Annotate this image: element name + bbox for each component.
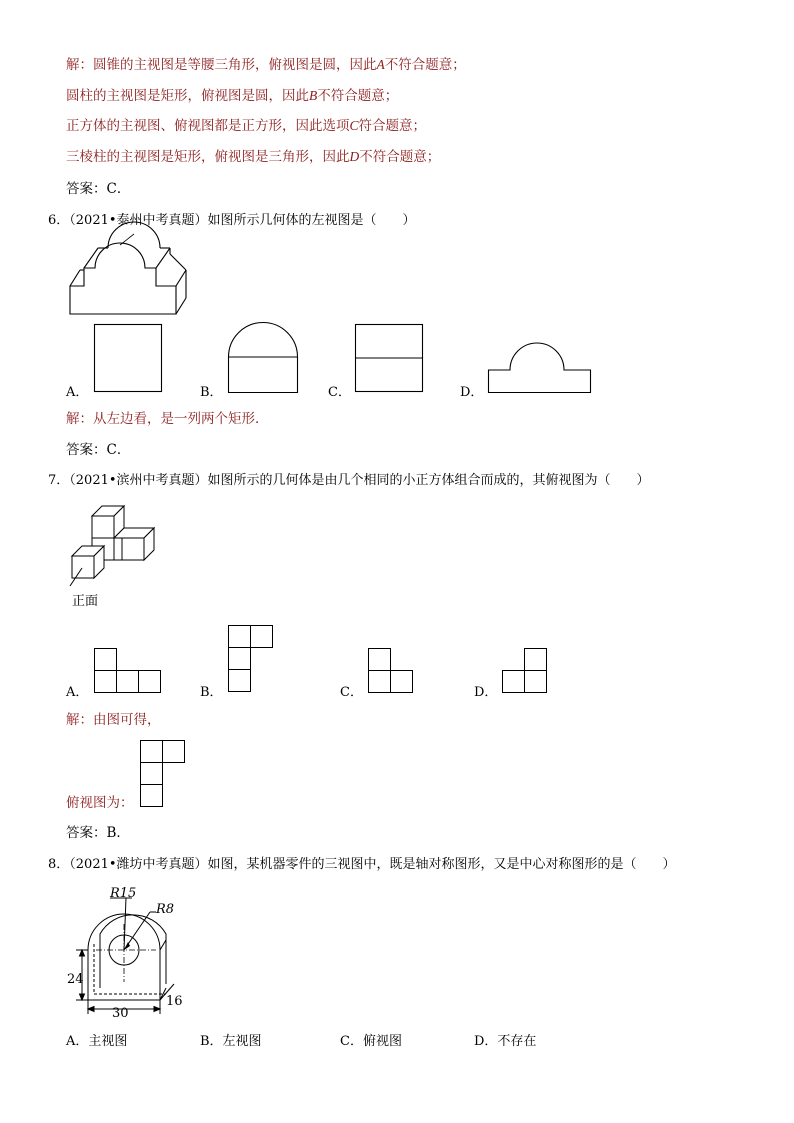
q6-option-c-figure bbox=[355, 324, 423, 392]
q7-front-label: 正面 bbox=[72, 594, 99, 609]
q7-option-b[interactable]: B． bbox=[200, 685, 223, 700]
q8-stem: 8．（2021•潍坊中考真题）如图，某机器零件的三视图中，既是轴对称图形，又是中心对称图形的是（ ） bbox=[48, 857, 676, 872]
q6-option-c[interactable]: C． bbox=[328, 385, 351, 400]
q7-top-view-label: 俯视图为： bbox=[66, 795, 134, 811]
q6-option-d[interactable]: D． bbox=[460, 385, 484, 400]
q6-option-b-figure bbox=[228, 323, 298, 393]
q6-solid-figure bbox=[68, 234, 188, 316]
q8-option-c[interactable]: C．俯视图 bbox=[340, 1034, 402, 1049]
q6-option-a-figure bbox=[94, 324, 162, 392]
q7-option-d[interactable]: D． bbox=[474, 685, 498, 700]
q7-option-c[interactable]: C． bbox=[340, 685, 363, 700]
q7-option-c-figure bbox=[368, 648, 416, 696]
q5-solution-line-1: 解：圆锥的主视图是等腰三角形，俯视图是圆，因此A不符合题意； bbox=[66, 57, 466, 73]
q7-option-a-figure bbox=[94, 648, 164, 696]
q6-solution: 解：从左边看，是一列两个矩形． bbox=[66, 411, 269, 427]
q7-option-a[interactable]: A． bbox=[66, 685, 89, 700]
q7-solution: 解：由图可得， bbox=[66, 712, 161, 728]
q6-option-d-figure bbox=[488, 338, 592, 394]
q5-solution-line-3: 正方体的主视图、俯视图都是正方形，因此选项C符合题意； bbox=[66, 118, 427, 134]
q8-dim-16: 16 bbox=[166, 994, 183, 1009]
q5-solution-line-2: 圆柱的主视图是矩形，俯视图是圆，因此B不符合题意； bbox=[66, 88, 399, 104]
q7-cube-stack-figure bbox=[66, 506, 160, 586]
q7-answer: 答案：B． bbox=[66, 825, 130, 841]
q8-dim-r15: R15 bbox=[110, 886, 137, 901]
q7-option-d-figure bbox=[502, 648, 550, 696]
q6-option-b[interactable]: B． bbox=[200, 385, 223, 400]
q8-option-b[interactable]: B．左视图 bbox=[200, 1034, 262, 1049]
q8-dim-r8: R8 bbox=[156, 902, 175, 917]
q7-option-b-figure bbox=[228, 625, 276, 695]
q8-option-a[interactable]: A．主视图 bbox=[66, 1034, 128, 1049]
q5-answer: 答案：C． bbox=[66, 181, 131, 197]
q6-answer: 答案：C． bbox=[66, 442, 131, 458]
q6-option-a[interactable]: A． bbox=[66, 385, 89, 400]
q7-stem: 7．（2021•滨州中考真题）如图所示的几何体是由几个相同的小正方体组合而成的，其俯视图为（ ） bbox=[48, 473, 650, 488]
q8-dim-30: 30 bbox=[112, 1006, 129, 1021]
q8-option-d[interactable]: D．不存在 bbox=[474, 1034, 537, 1049]
q5-solution-line-4: 三棱柱的主视图是矩形，俯视图是三角形，因此D不符合题意； bbox=[66, 149, 441, 165]
q8-dim-24: 24 bbox=[67, 972, 84, 987]
q7-top-view-figure bbox=[140, 740, 188, 810]
q6-stem: 6．（2021•泰州中考真题）如图所示几何体的左视图是（ ） bbox=[48, 213, 416, 228]
